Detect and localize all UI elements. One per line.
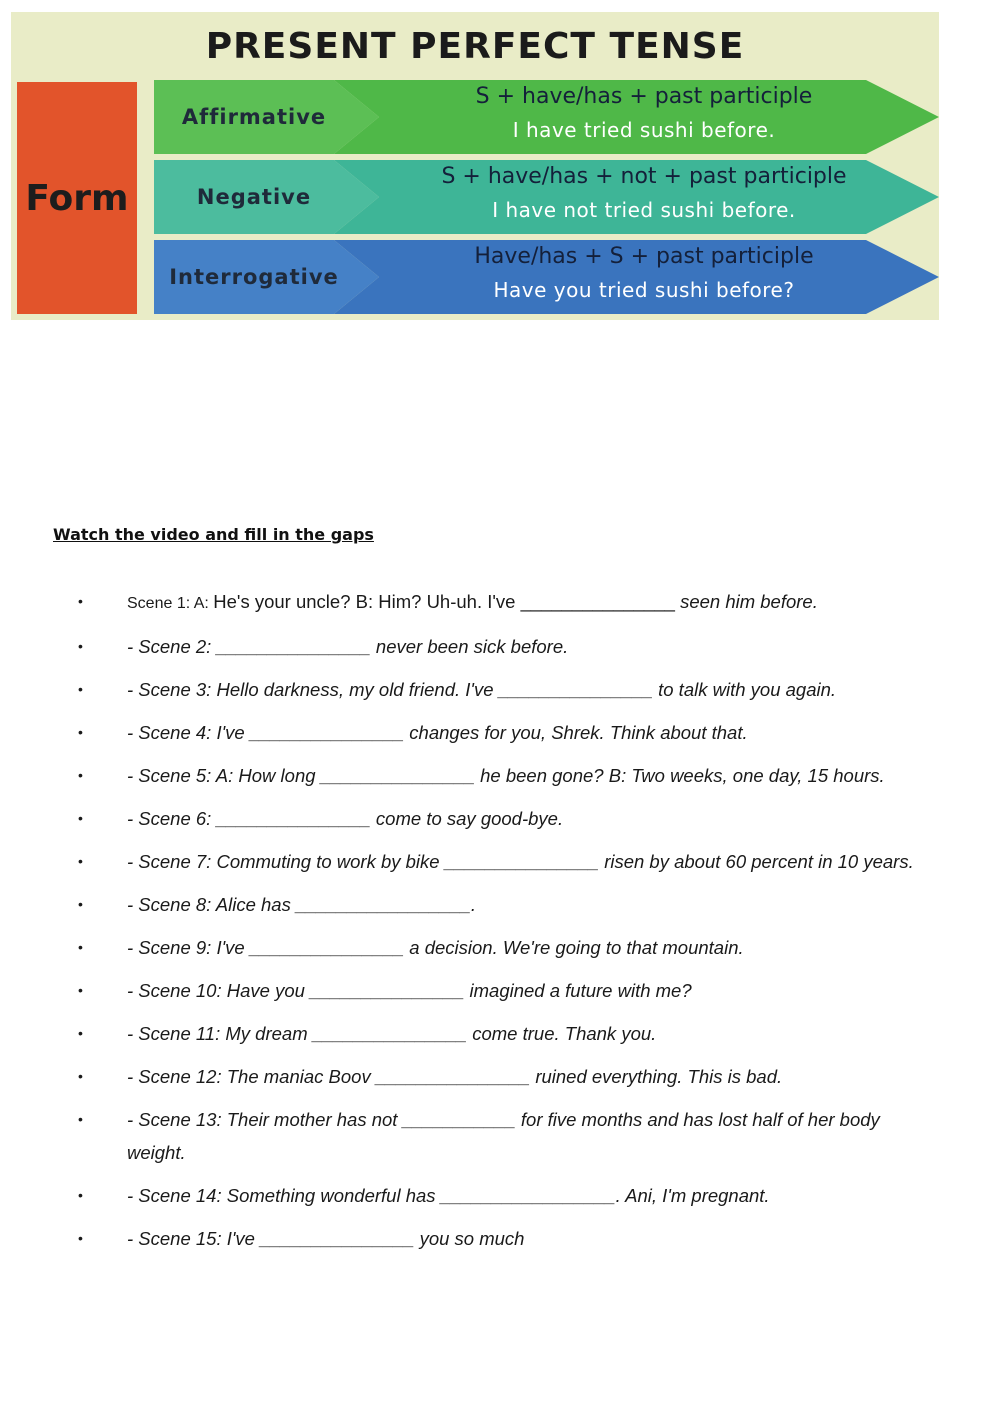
scene-text: - Scene 14: Something wonderful has _________________. Ani, I'm pregnant. (127, 1185, 770, 1206)
interrogative-formula: Have/has + S + past participle (474, 244, 814, 269)
bullet: • (78, 1187, 83, 1203)
scene-text: - Scene 9: I've _______________ a decision. We're going to that mountain. (127, 937, 744, 958)
scene-text: - Scene 11: My dream _______________ come true. Thank you. (127, 1023, 657, 1044)
scene-text: - Scene 7: Commuting to work by bike _______________ risen by about 60 percent in 10 years. (127, 851, 914, 872)
scene-text: - Scene 3: Hello darkness, my old friend. I've _______________ to talk with you again. (127, 679, 837, 700)
scene-1-body: He's your uncle? B: Him? Uh-uh. I've _______________ (213, 591, 681, 612)
bullet: • (78, 853, 83, 869)
interrogative-row (154, 240, 939, 314)
affirmative-row (154, 80, 939, 154)
scene-text: - Scene 8: Alice has _________________. (127, 894, 477, 915)
scene-item (0, 1103, 927, 1169)
negative-row (154, 160, 939, 234)
scene-1-prefix: Scene 1: A: (127, 595, 214, 612)
form-label: Form (25, 177, 129, 219)
scene-item (0, 630, 927, 663)
scene-item (0, 716, 927, 749)
form-box (17, 82, 137, 314)
scene-item (0, 974, 927, 1007)
scene-list (0, 585, 1000, 1265)
bullet: • (78, 810, 83, 826)
scene-item (0, 585, 927, 620)
affirmative-example: I have tried sushi before. (512, 118, 776, 142)
present-perfect-banner (11, 12, 939, 320)
bullet: • (78, 767, 83, 783)
affirmative-label: Affirmative (181, 105, 327, 129)
scene-item (0, 1060, 927, 1093)
scene-text: - Scene 13: Their mother has not ___________ for five months and has lost half of her body weight. (127, 1109, 880, 1163)
bullet: • (78, 1025, 83, 1041)
banner-title: PRESENT PERFECT TENSE (205, 26, 745, 67)
bullet: • (78, 939, 83, 955)
bullet: • (78, 982, 83, 998)
bullet: • (78, 724, 83, 740)
scene-item (0, 1179, 927, 1212)
bullet: • (78, 896, 83, 912)
scene-text: - Scene 12: The maniac Boov _______________ ruined everything. This is bad. (127, 1066, 783, 1087)
scene-item (0, 802, 927, 835)
interrogative-example: Have you tried sushi before? (493, 278, 795, 302)
bullet: • (78, 681, 83, 697)
scene-item (0, 888, 927, 921)
scene-text: - Scene 4: I've _______________ changes for you, Shrek. Think about that. (127, 722, 748, 743)
scene-text: - Scene 2: _______________ never been sick before. (127, 636, 569, 657)
scene-1-end: seen him before. (680, 591, 818, 612)
scene-text: - Scene 5: A: How long _______________ he been gone? B: Two weeks, one day, 15 hours. (127, 765, 885, 786)
affirmative-formula: S + have/has + past participle (475, 84, 813, 109)
scene-text: - Scene 6: _______________ come to say good-bye. (127, 808, 564, 829)
scene-text: - Scene 15: I've _______________ you so much (127, 1228, 525, 1249)
scene-item (0, 931, 927, 964)
negative-example: I have not tried sushi before. (492, 198, 796, 222)
interrogative-label: Interrogative (169, 265, 339, 289)
scene-item (0, 845, 927, 878)
bullet: • (78, 1068, 83, 1084)
scene-item (0, 1222, 927, 1255)
instruction-heading: Watch the video and fill in the gaps (53, 525, 374, 544)
bullet: • (78, 638, 83, 654)
negative-formula: S + have/has + not + past participle (441, 164, 847, 189)
scene-item (0, 1017, 927, 1050)
negative-label: Negative (196, 185, 312, 209)
scene-text: - Scene 10: Have you _______________ imagined a future with me? (127, 980, 692, 1001)
bullet: • (78, 593, 83, 609)
scene-item (0, 673, 927, 706)
bullet: • (78, 1230, 83, 1246)
scene-item (0, 759, 927, 792)
bullet: • (78, 1111, 83, 1127)
